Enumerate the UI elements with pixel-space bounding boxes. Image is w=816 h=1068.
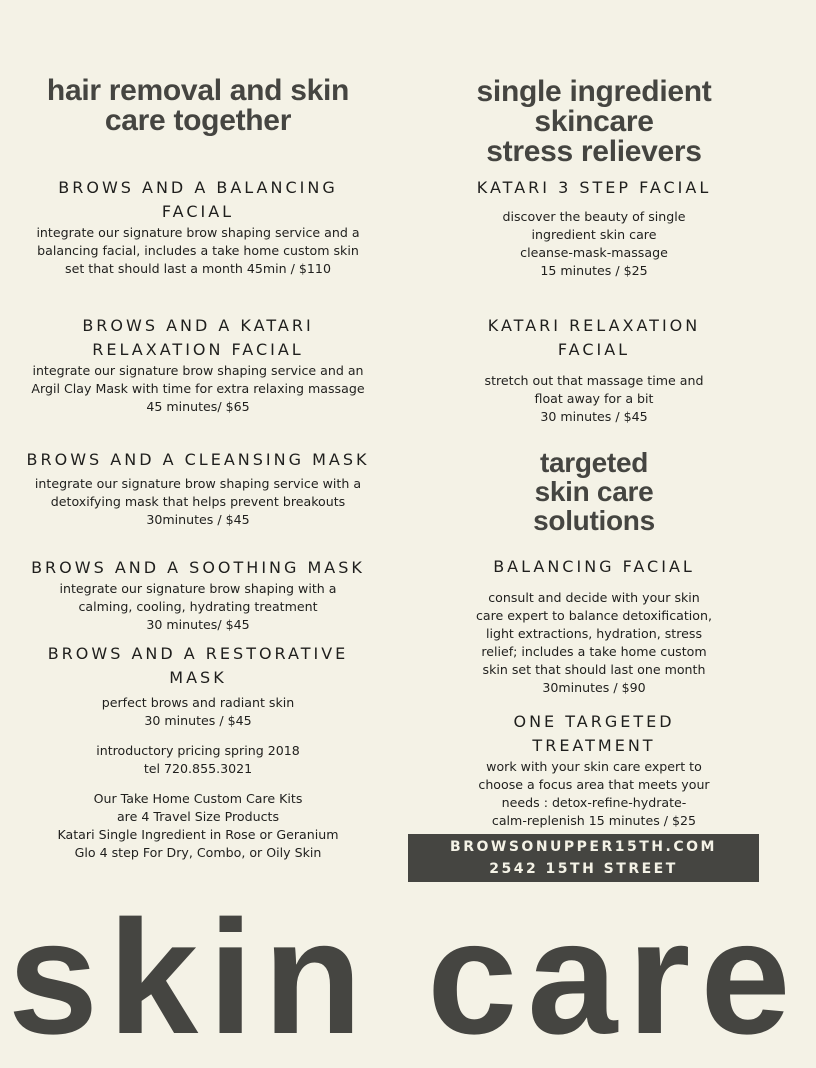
service-desc: care expert to balance detoxification, — [475, 608, 712, 623]
targeted-heading — [396, 448, 792, 535]
service-desc: integrate our signature brow shaping service and an — [32, 363, 364, 378]
service-one-targeted — [396, 710, 792, 830]
service-desc: stretch out that massage time and — [484, 373, 704, 388]
service-katari-3-step — [396, 176, 792, 280]
service-title: BROWS AND A RESTORATIVE — [47, 644, 349, 663]
service-price: 45 minutes/ $65 — [146, 399, 250, 414]
service-title: FACIAL — [161, 202, 235, 221]
service-title: ONE TARGETED — [513, 712, 675, 731]
service-desc: skin set that should last one month — [482, 662, 706, 677]
service-desc: consult and decide with your skin — [488, 590, 700, 605]
service-desc: detoxifying mask that helps prevent breakouts — [50, 494, 346, 509]
right-heading — [396, 77, 792, 167]
website-link[interactable]: BROWSONUPPER15TH.COM — [450, 839, 717, 855]
heading-line: targeted — [539, 447, 649, 478]
service-title: BROWS AND A BALANCING — [58, 178, 338, 197]
service-price: 30minutes / $45 — [146, 512, 250, 527]
left-heading — [0, 76, 396, 136]
intro-pricing: introductory pricing spring 2018 — [96, 743, 300, 758]
skin-care-banner: skin care — [8, 887, 801, 1068]
service-title: TREATMENT — [532, 736, 656, 755]
service-desc: cleanse-mask-massage — [520, 245, 668, 260]
service-desc: integrate our signature brow shaping service with a — [34, 476, 362, 491]
service-desc: ingredient skin care — [531, 227, 657, 242]
service-brows-katari — [0, 314, 396, 416]
service-desc: choose a focus area that meets your — [478, 777, 710, 792]
service-desc: integrate our signature brow shaping service and a — [36, 225, 360, 240]
service-price: 30minutes / $90 — [542, 680, 646, 695]
heading-line: care together — [104, 104, 292, 137]
service-title: BROWS AND A SOOTHING MASK — [31, 558, 365, 577]
service-desc: relief; includes a take home custom — [481, 644, 707, 659]
pricing-note — [0, 742, 396, 778]
service-desc: calming, cooling, hydrating treatment — [78, 599, 318, 614]
service-desc: integrate our signature brow shaping with a — [59, 581, 337, 596]
service-desc: balancing facial, includes a take home custom skin — [37, 243, 359, 258]
service-katari-relaxation — [396, 314, 792, 426]
service-title: BROWS AND A KATARI — [82, 316, 314, 335]
heading-line: single ingredient — [476, 75, 712, 108]
service-title: KATARI 3 STEP FACIAL — [476, 178, 712, 197]
contact-box — [408, 834, 759, 882]
care-kits-note — [0, 790, 396, 862]
service-title: FACIAL — [557, 340, 631, 359]
service-desc: Argil Clay Mask with time for extra relaxing massage — [31, 381, 365, 396]
service-title: RELAXATION FACIAL — [92, 340, 304, 359]
service-title: BALANCING FACIAL — [493, 557, 695, 576]
service-price: set that should last a month 45min / $110 — [65, 261, 331, 276]
service-brows-soothing — [0, 556, 396, 634]
kits-line: are 4 Travel Size Products — [116, 809, 280, 824]
service-brows-balancing — [0, 176, 396, 278]
service-title: KATARI RELAXATION — [487, 316, 701, 335]
heading-line: stress relievers — [486, 135, 702, 168]
service-balancing-facial — [396, 555, 792, 697]
address: 2542 15TH STREET — [489, 861, 678, 877]
phone-number: tel 720.855.3021 — [143, 761, 253, 776]
service-price: 30 minutes / $45 — [540, 409, 648, 424]
heading-line: skin care — [534, 476, 654, 507]
service-desc: float away for a bit — [534, 391, 654, 406]
service-price: 30 minutes / $45 — [144, 713, 252, 728]
service-price: 30 minutes/ $45 — [146, 617, 250, 632]
service-title: MASK — [169, 668, 227, 687]
service-desc: light extractions, hydration, stress — [485, 626, 703, 641]
service-brows-cleansing — [0, 448, 396, 529]
service-desc: perfect brows and radiant skin — [101, 695, 295, 710]
heading-line: hair removal and skin — [46, 74, 350, 107]
heading-line: solutions — [533, 505, 655, 536]
service-desc: discover the beauty of single — [502, 209, 686, 224]
service-title: BROWS AND A CLEANSING MASK — [26, 450, 370, 469]
service-desc: work with your skin care expert to — [486, 759, 702, 774]
service-price: 15 minutes / $25 — [540, 263, 648, 278]
kits-line: Our Take Home Custom Care Kits — [93, 791, 303, 806]
service-brows-restorative — [0, 642, 396, 862]
kits-line: Katari Single Ingredient in Rose or Geranium — [57, 827, 339, 842]
kits-line: Glo 4 step For Dry, Combo, or Oily Skin — [74, 845, 322, 860]
service-desc: needs : detox-refine-hydrate- — [501, 795, 687, 810]
service-price: calm-replenish 15 minutes / $25 — [491, 813, 697, 828]
heading-line: skincare — [534, 105, 654, 138]
